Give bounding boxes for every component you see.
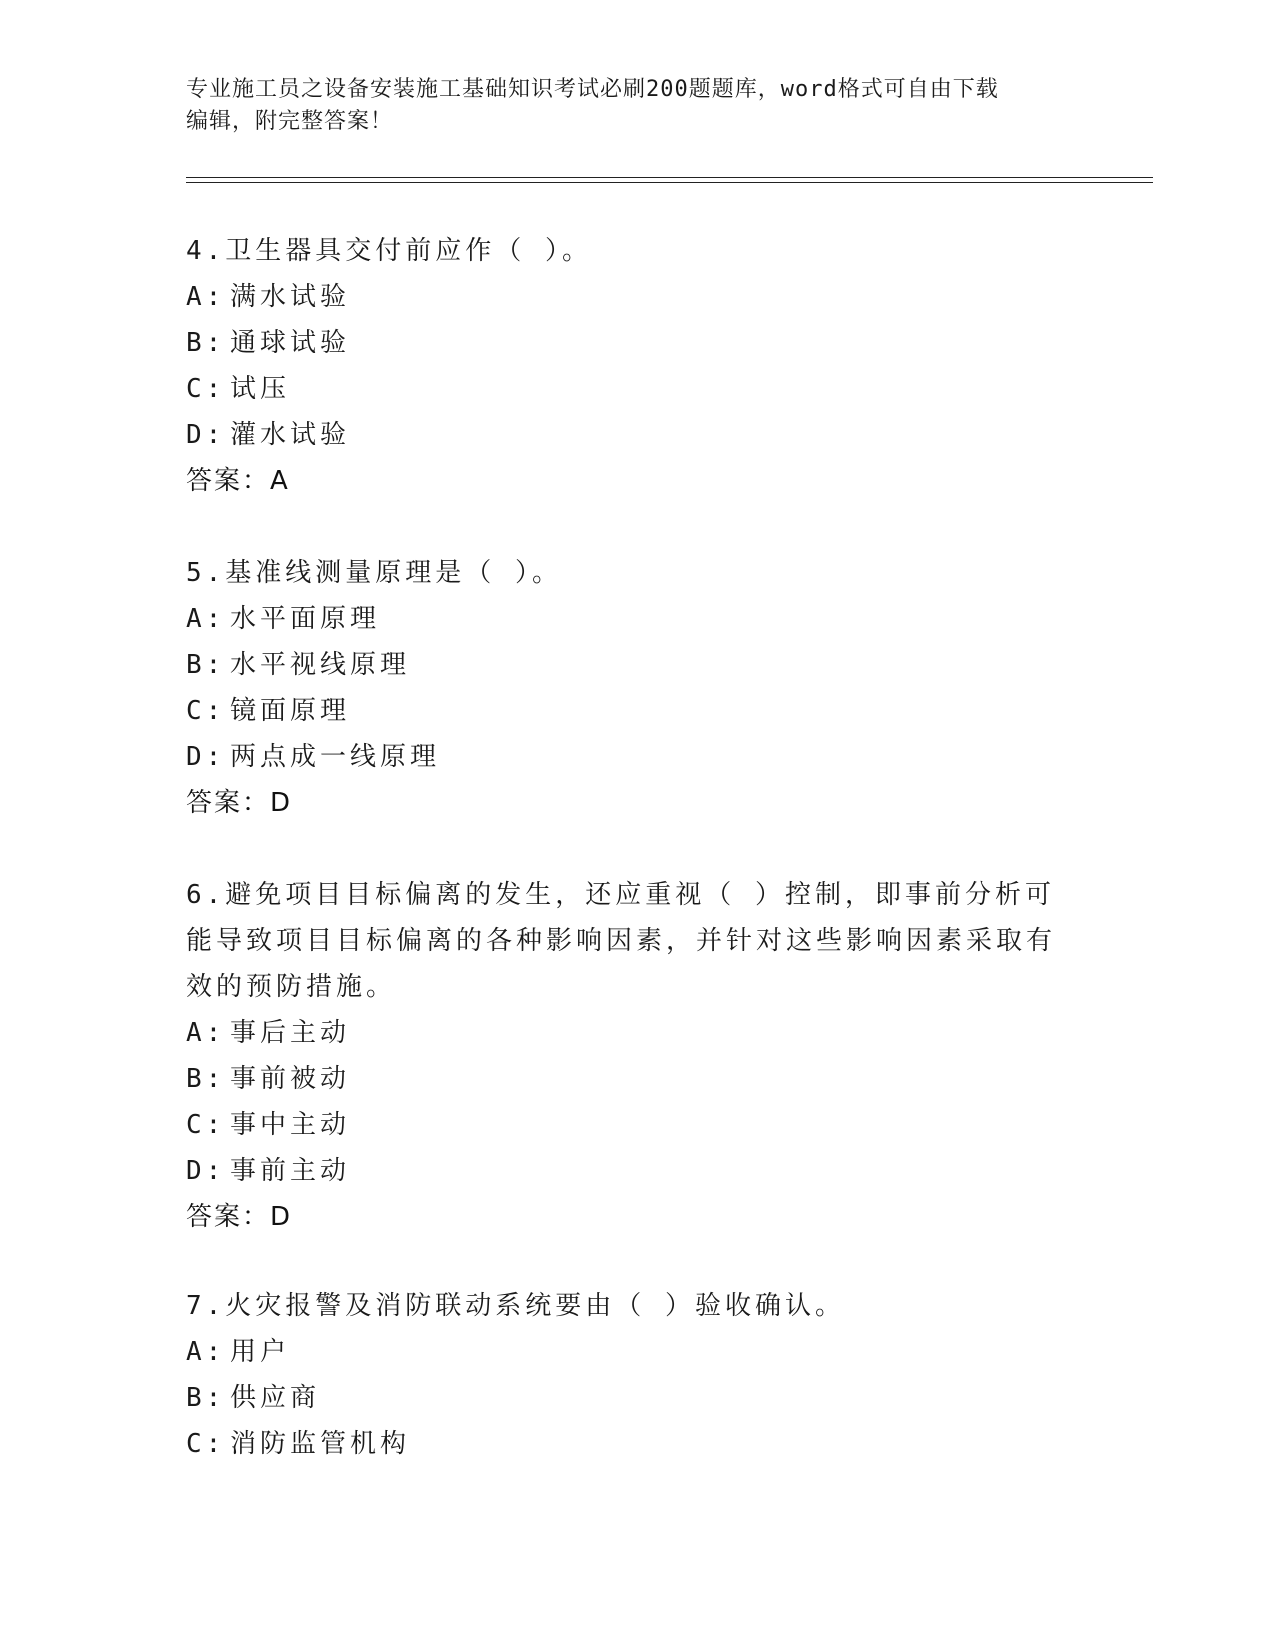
header-line-1: 专业施工员之设备安装施工基础知识考试必刷200题题库，word格式可自由下载 (186, 77, 999, 102)
question-4 (186, 228, 1086, 504)
option-a: A: 用户 (186, 1337, 291, 1367)
document-header (186, 74, 1086, 138)
question-6 (186, 872, 1066, 1240)
option-b: B: 供应商 (186, 1383, 321, 1413)
header-divider-top (186, 177, 1153, 178)
option-a: A: 事后主动 (186, 1018, 351, 1048)
answer: 答案：D (186, 1202, 293, 1232)
option-d: D: 灌水试验 (186, 420, 351, 450)
option-c: C: 试压 (186, 374, 291, 404)
question-7 (186, 1283, 1086, 1467)
answer: 答案：A (186, 466, 290, 496)
option-c: C: 镜面原理 (186, 696, 351, 726)
option-b: B: 水平视线原理 (186, 650, 411, 680)
option-c: C: 事中主动 (186, 1110, 351, 1140)
option-c: C: 消防监管机构 (186, 1429, 411, 1459)
option-b: B: 通球试验 (186, 328, 351, 358)
question-text: 6.避免项目目标偏离的发生，还应重视（ ）控制，即事前分析可能导致项目目标偏离的各种影响因素，并针对这些影响因素采取有效的预防措施。 (186, 880, 1057, 1002)
header-line-2: 编辑，附完整答案！ (186, 109, 394, 134)
question-text: 7.火灾报警及消防联动系统要由（ ）验收确认。 (186, 1291, 845, 1321)
option-a: A: 满水试验 (186, 282, 351, 312)
option-d: D: 事前主动 (186, 1156, 351, 1186)
header-divider-bottom (186, 182, 1153, 183)
option-d: D: 两点成一线原理 (186, 742, 441, 772)
question-text: 4.卫生器具交付前应作（ ）。 (186, 236, 592, 266)
question-text: 5.基准线测量原理是（ ）。 (186, 558, 562, 588)
answer: 答案：D (186, 788, 293, 818)
option-b: B: 事前被动 (186, 1064, 351, 1094)
question-5 (186, 550, 1086, 826)
option-a: A: 水平面原理 (186, 604, 381, 634)
